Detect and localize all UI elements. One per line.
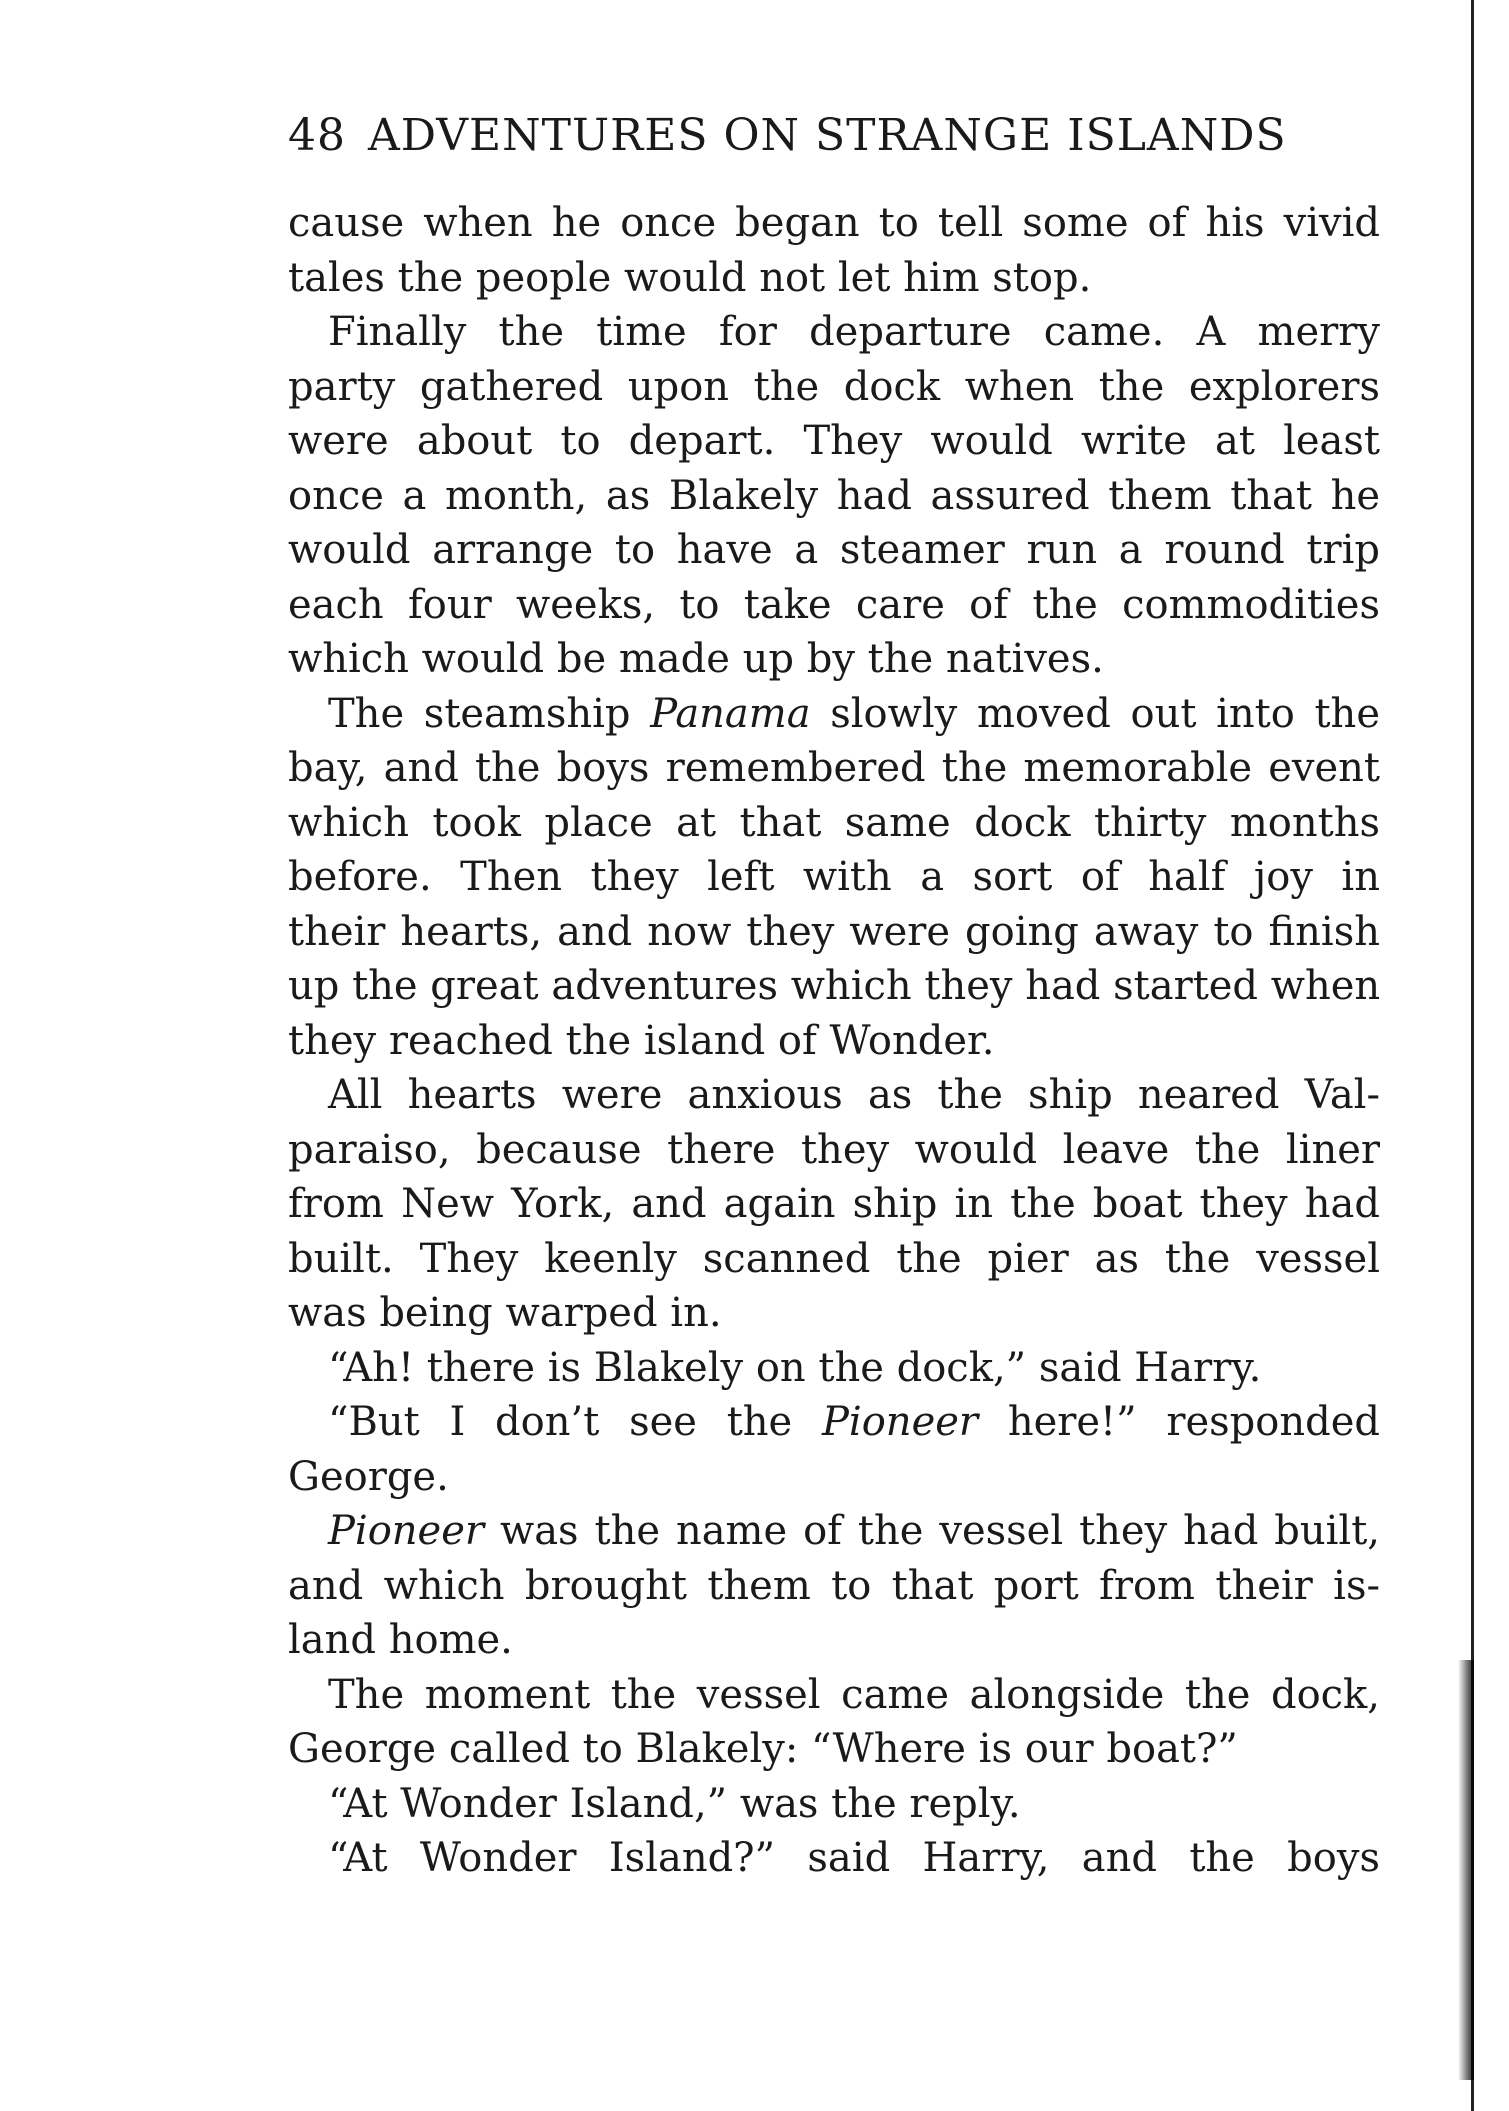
text-line: The moment the vessel came alongside the dock,	[328, 1671, 1380, 1718]
text-line: party gathered upon the dock when the explorers	[288, 363, 1380, 410]
text-line: were about to depart. They would write at least	[288, 418, 1380, 464]
ship-name-italic: Pioneer	[328, 1508, 485, 1554]
body-text	[288, 196, 1380, 1886]
text-line: would arrange to have a steamer run a round trip	[288, 527, 1380, 573]
text-line	[288, 1395, 1380, 1450]
text-run: “But I don’t see the	[328, 1399, 823, 1445]
text-run: The steamship	[328, 690, 651, 737]
page-edge-shadow	[1458, 1660, 1474, 2080]
text-line	[288, 1504, 1380, 1559]
text-line: which took place at that same dock thirty months	[288, 799, 1380, 846]
text-line: paraiso, because there they would leave the liner	[288, 1126, 1380, 1173]
text-line: which would be made up by the natives.	[288, 636, 1104, 682]
text-line: before. Then they left with a sort of half joy in	[288, 854, 1380, 900]
text-line: tales the people would not let him stop.	[288, 254, 1092, 301]
text-line: land home.	[288, 1617, 513, 1663]
text-line: George.	[288, 1453, 449, 1500]
text-line: “Ah! there is Blakely on the dock,” said Harry.	[328, 1344, 1262, 1391]
text-line: All hearts were anxious as the ship neared Val-	[328, 1072, 1380, 1118]
text-line: up the great adventures which they had started when	[288, 963, 1381, 1009]
text-line: their hearts, and now they were going away to finish	[288, 908, 1380, 955]
ship-name-italic: Pioneer	[822, 1399, 979, 1445]
text-line: Finally the time for departure came. A merry	[328, 309, 1380, 355]
text-line: bay, and the boys remembered the memorable event	[288, 745, 1380, 791]
text-run: here!” responded	[978, 1399, 1380, 1445]
running-title: ADVENTURES ON STRANGE ISLANDS	[368, 110, 1287, 161]
running-header	[288, 110, 1388, 161]
text-line: built. They keenly scanned the pier as the vessel	[288, 1235, 1380, 1282]
ship-name-italic: Panama	[650, 690, 811, 737]
text-line: cause when he once began to tell some of his vivid	[288, 200, 1380, 246]
page-number: 48	[288, 110, 346, 161]
text-line: once a month, as Blakely had assured them that he	[288, 472, 1380, 519]
text-line: “At Wonder Island,” was the reply.	[328, 1780, 1021, 1827]
text-line: was being warped in.	[288, 1290, 722, 1336]
text-line: “At Wonder Island?” said Harry, and the boys	[328, 1835, 1380, 1881]
text-line	[288, 687, 1380, 742]
text-line: George called to Blakely: “Where is our boat?”	[288, 1726, 1238, 1772]
text-line: and which brought them to that port from their is-	[288, 1562, 1380, 1609]
text-line: each four weeks, to take care of the commodities	[288, 581, 1380, 628]
text-run: slowly moved out into the	[810, 690, 1380, 737]
text-line: they reached the island of Wonder.	[288, 1017, 995, 1064]
text-run: was the name of the vessel they had built,	[484, 1508, 1380, 1554]
text-line: from New York, and again ship in the boat they had	[288, 1181, 1380, 1227]
